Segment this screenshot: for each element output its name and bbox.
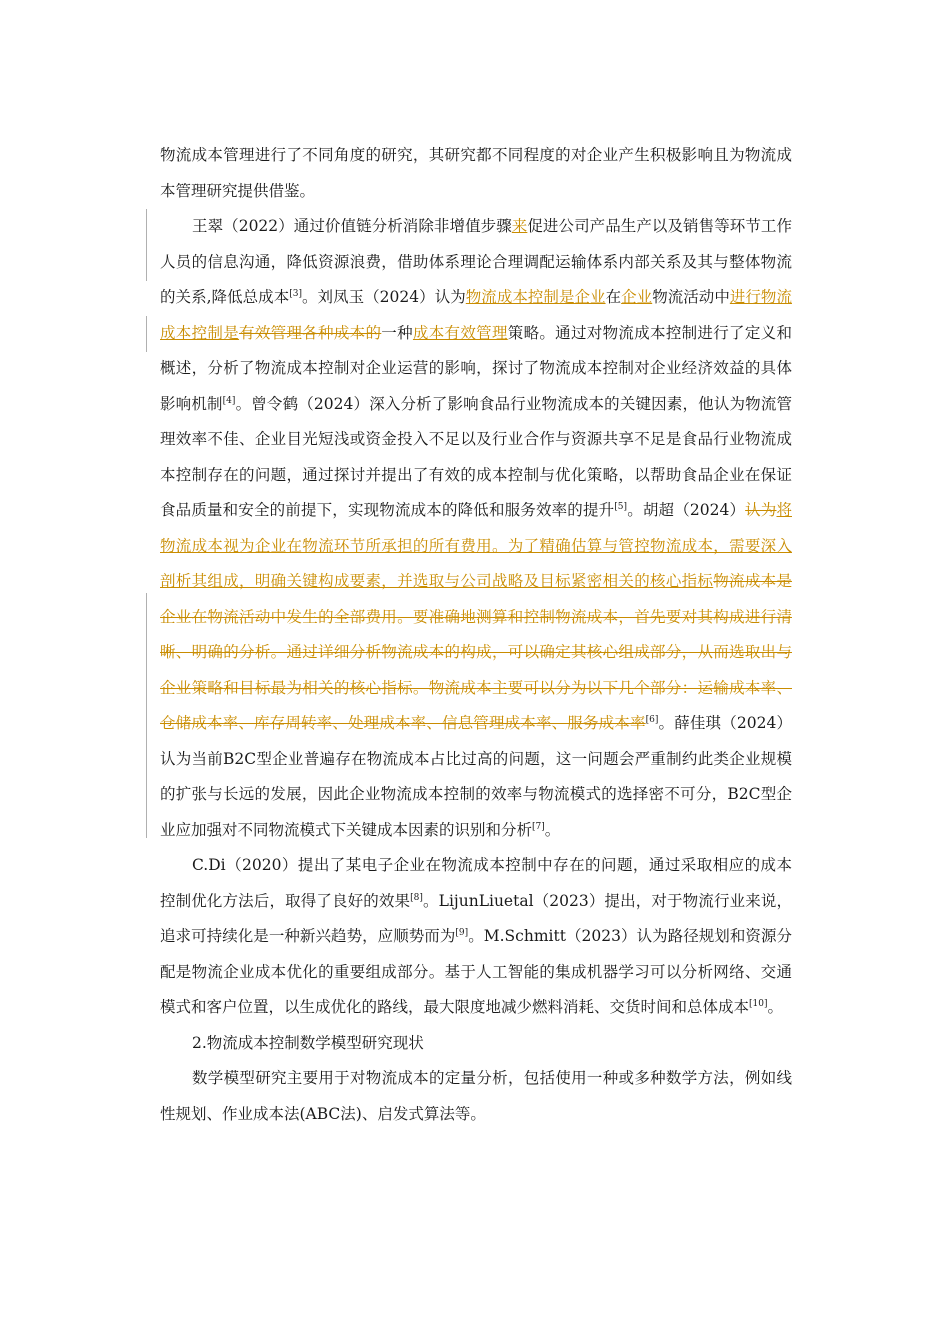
- inserted-text: 进行物流成本控制是: [160, 288, 792, 342]
- deleted-text: 有效管理各种成本的: [239, 323, 382, 342]
- paragraph-2: [160, 209, 792, 848]
- paragraph-4: [160, 1061, 792, 1132]
- text-run: 物流活动中: [652, 288, 730, 306]
- deleted-text: 物流成本是企业在物流活动中发生的全部费用。要准确地测算和控制物流成本，首先要对其构成进行清晰、明确的分析。通过详细分析物流成本的构成，可以确定其核心组成部分，从而选取出与企业策略和目标最为相关的核心指标。物流成本主要可以分为以下几个部分：运输成本率、仓储成本率、库存周转率、处理成本率、信息管理成本率、服务成本率: [160, 572, 792, 732]
- change-bar: [146, 316, 147, 352]
- text-run: 。: [544, 820, 561, 839]
- citation-9: [9]: [455, 927, 469, 938]
- change-bar: [146, 209, 147, 281]
- body-text: [160, 138, 792, 1132]
- paragraph-4-text: 数学模型研究主要用于对物流成本的定量分析，包括使用一种或多种数学方法，例如线性规划、作业成本法(ABC法)、启发式算法等。: [160, 1069, 792, 1123]
- text-run: 在: [605, 288, 622, 306]
- text-run: 策略。通过对物流成本控制进行了定义和概述，分析了物流成本控制对企业运营的影响，探讨了物流成本控制对企业经济效益的具体影响机制: [160, 323, 792, 413]
- citation-7: [7]: [532, 821, 545, 832]
- text-run: 。刘凤玉（2024）认为: [301, 288, 466, 306]
- text-run: 促进公司产品生产以及销售等环节工作人员的信息沟通，降低资源浪费，借助体系理论合理调配运输体系内部关系及其与整体物流的关系,降低总成本: [160, 217, 792, 306]
- text-run: 王翠（2022）通过价值链分析消除非增值步骤: [192, 217, 512, 235]
- citation-6: [6]: [645, 714, 659, 725]
- paragraph-1: [160, 138, 792, 209]
- citation-10: [10]: [749, 998, 768, 1009]
- text-run: 。LijunLiuetal（2023）提出，对于物流行业来说，追求可持续化是一种新兴趋势，应顺势而为: [160, 891, 792, 945]
- citation-3: [3]: [289, 288, 302, 299]
- text-run: 一种: [381, 323, 413, 342]
- citation-5: [5]: [614, 501, 628, 512]
- inserted-text: 来: [511, 217, 528, 235]
- text-run: 。薛佳琪（2024）认为当前B2C型企业普遍存在物流成本占比过高的问题，这一问题会严重制约此类企业规模的扩张与长远的发展，因此企业物流成本控制的效率与物流模式的选择密不可分，B2C型企业应加强对不同物流模式下关键成本因素的识别和分析: [160, 714, 792, 839]
- inserted-text: 成本有效管理: [412, 323, 508, 342]
- text-run: C.Di（2020）提出了某电子企业在物流成本控制中存在的问题，通过采取相应的成本控制优化方法后，取得了良好的效果: [160, 856, 792, 910]
- citation-4: [4]: [222, 395, 236, 406]
- text-run: 。: [767, 998, 784, 1016]
- text-run: 。胡超（2024）: [627, 501, 746, 519]
- change-bar: [146, 593, 147, 838]
- inserted-text: 企业: [621, 288, 653, 306]
- paragraph-3: [160, 848, 792, 1026]
- inserted-text: 物流成本控制是企业: [465, 288, 606, 306]
- paragraph-1-text: 物流成本管理进行了不同角度的研究，其研究都不同程度的对企业产生积极影响且为物流成本管理研究提供借鉴。: [160, 146, 792, 200]
- deleted-text: 认为: [745, 501, 777, 519]
- section-heading: 2.物流成本控制数学模型研究现状: [192, 1033, 424, 1052]
- citation-8: [8]: [410, 892, 423, 903]
- text-run: 。M.Schmitt（2023）认为路径规划和资源分配是物流企业成本优化的重要组成部分。基于人工智能的集成机器学习可以分析网络、交通模式和客户位置，以生成优化的路线，最大限度地减少燃料消耗、交货时间和总体成本: [160, 927, 792, 1016]
- text-run: 。曾令鹤（2024）深入分析了影响食品行业物流成本的关键因素，他认为物流管理效率不佳、企业目光短浅或资金投入不足以及行业合作与资源共享不足是食品行业物流成本控制存在的问题，通过探讨并提出了有效的成本控制与优化策略，以帮助食品企业在保证食品质量和安全的前提下，实现物流成本的降低和服务效率的提升: [160, 394, 792, 519]
- inserted-text: 将物流成本视为企业在物流环节所承担的所有费用。为了精确估算与管控物流成本，需要深入剖析其组成，明确关键构成要素，并选取与公司战略及目标紧密相关的核心指标: [160, 501, 792, 590]
